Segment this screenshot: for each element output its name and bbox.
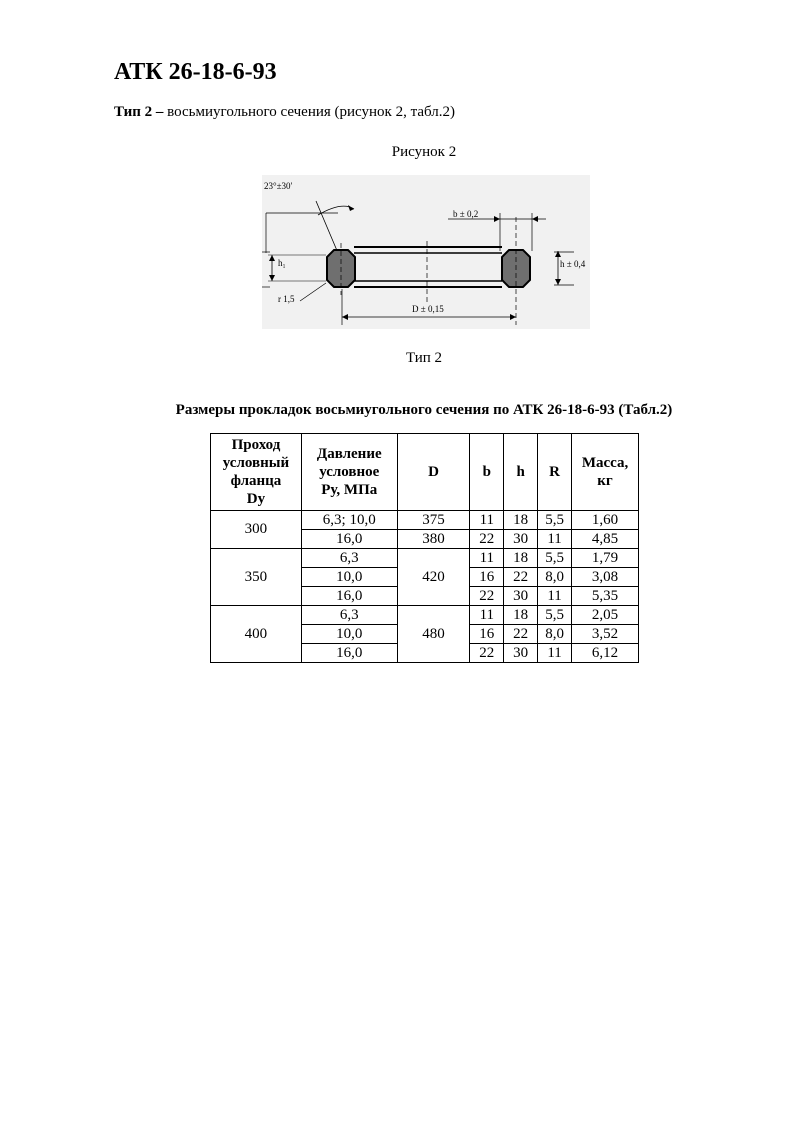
header-h: h [504,434,538,511]
cell-mass: 2,05 [572,606,639,625]
cell-b: 11 [470,606,504,625]
cell-h: 30 [504,644,538,663]
b-label: b ± 0,2 [453,209,479,219]
cell-mass: 6,12 [572,644,639,663]
cell-py: 16,0 [301,530,397,549]
cell-py: 6,3 [301,549,397,568]
cell-R: 11 [538,530,572,549]
cell-dy: 400 [211,606,302,663]
cell-h: 18 [504,511,538,530]
cell-D: 380 [397,530,470,549]
gasket-dimensions-table [210,433,639,663]
cell-dy: 350 [211,549,302,606]
cell-h: 30 [504,530,538,549]
cell-py: 6,3 [301,606,397,625]
cell-mass: 5,35 [572,587,639,606]
figure-caption: Рисунок 2 [391,144,457,160]
cell-D: 375 [397,511,470,530]
cell-h: 22 [504,625,538,644]
cell-py: 10,0 [301,625,397,644]
subtitle-type-label: Тип 2 – [114,104,164,120]
cell-b: 22 [470,644,504,663]
header-D: D [397,434,470,511]
header-R: R [538,434,572,511]
h1-label: h₁ [278,258,286,268]
cell-b: 22 [470,530,504,549]
cell-h: 22 [504,568,538,587]
r-label: r 1,5 [278,294,295,304]
cell-b: 11 [470,549,504,568]
cell-b: 16 [470,568,504,587]
cell-R: 5,5 [538,511,572,530]
table-title: Размеры прокладок восьмиугольного сечения по АТК 26-18-6-93 (Табл.2) [175,402,673,418]
cell-D: 480 [397,606,470,663]
table-row [211,606,639,625]
cell-b: 16 [470,625,504,644]
table-row [211,549,639,568]
header-py: Давление условное Ру, МПа [301,434,397,511]
type-caption: Тип 2 [405,350,443,366]
section-subtitle [114,103,455,121]
cell-dy: 300 [211,511,302,549]
gasket-drawing [262,175,590,329]
cell-py: 10,0 [301,568,397,587]
document-title: АТК 26-18-6-93 [114,59,277,85]
cell-py: 16,0 [301,587,397,606]
table-row [211,511,639,530]
cell-mass: 3,52 [572,625,639,644]
D-label: D ± 0,15 [412,304,444,314]
gasket-drawing-svg [262,175,590,329]
header-b: b [470,434,504,511]
cell-R: 5,5 [538,606,572,625]
cell-R: 11 [538,644,572,663]
cell-R: 5,5 [538,549,572,568]
cell-h: 18 [504,549,538,568]
cell-h: 18 [504,606,538,625]
cell-R: 8,0 [538,568,572,587]
angle-label: 23°±30′ [264,181,293,191]
table-header-row [211,434,639,511]
cell-mass: 1,60 [572,511,639,530]
cell-mass: 1,79 [572,549,639,568]
header-dy: Проход условный фланца Dy [211,434,302,511]
h-label: h ± 0,4 [560,259,586,269]
subtitle-description: восьмиугольного сечения (рисунок 2, табл.2) [163,104,455,120]
cell-b: 11 [470,511,504,530]
cell-b: 22 [470,587,504,606]
cell-h: 30 [504,587,538,606]
cell-D: 420 [397,549,470,606]
header-mass: Масса, кг [572,434,639,511]
cell-py: 6,3; 10,0 [301,511,397,530]
cell-py: 16,0 [301,644,397,663]
cell-mass: 3,08 [572,568,639,587]
cell-mass: 4,85 [572,530,639,549]
cell-R: 11 [538,587,572,606]
cell-R: 8,0 [538,625,572,644]
